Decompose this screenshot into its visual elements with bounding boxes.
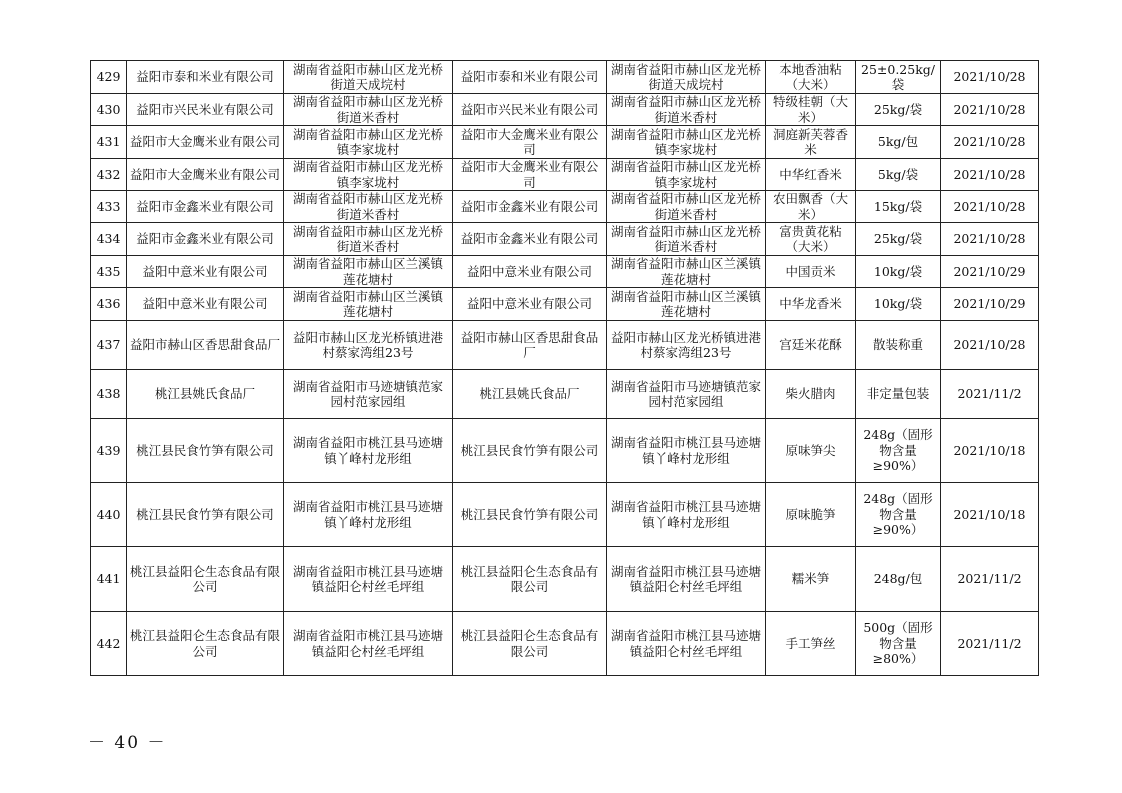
product-spec: 25±0.25kg/袋 [856, 61, 941, 94]
producer-name: 桃江县民食竹笋有限公司 [127, 483, 284, 547]
production-date: 2021/10/29 [941, 288, 1039, 321]
seller-name: 桃江县民食竹笋有限公司 [453, 419, 607, 483]
seller-address: 湖南省益阳市赫山区龙光桥街道米香村 [607, 94, 766, 126]
row-number: 435 [91, 256, 127, 288]
product-name: 柴火腊肉 [766, 370, 856, 419]
product-spec: 10kg/袋 [856, 256, 941, 288]
table-row [91, 256, 1039, 288]
row-number: 434 [91, 223, 127, 256]
product-name: 原味笋尖 [766, 419, 856, 483]
row-number: 439 [91, 419, 127, 483]
seller-name: 桃江县益阳仑生态食品有限公司 [453, 547, 607, 612]
seller-name: 益阳中意米业有限公司 [453, 288, 607, 321]
seller-name: 桃江县姚氏食品厂 [453, 370, 607, 419]
producer-address: 湖南省益阳市赫山区兰溪镇莲花塘村 [284, 288, 453, 321]
producer-name: 桃江县姚氏食品厂 [127, 370, 284, 419]
producer-address: 湖南省益阳市赫山区兰溪镇莲花塘村 [284, 256, 453, 288]
row-number: 431 [91, 126, 127, 159]
producer-name: 桃江县益阳仑生态食品有限公司 [127, 612, 284, 676]
producer-name: 桃江县益阳仑生态食品有限公司 [127, 547, 284, 612]
production-date: 2021/11/2 [941, 370, 1039, 419]
production-date: 2021/10/28 [941, 321, 1039, 370]
row-number: 429 [91, 61, 127, 94]
seller-name: 益阳市金鑫米业有限公司 [453, 191, 607, 223]
table-row [91, 223, 1039, 256]
row-number: 440 [91, 483, 127, 547]
product-spec: 非定量包装 [856, 370, 941, 419]
row-number: 442 [91, 612, 127, 676]
product-spec: 500g（固形物含量≥80%） [856, 612, 941, 676]
production-date: 2021/10/28 [941, 159, 1039, 191]
seller-address: 湖南省益阳市赫山区兰溪镇莲花塘村 [607, 288, 766, 321]
table-row [91, 547, 1039, 612]
table-row [91, 612, 1039, 676]
table-row [91, 321, 1039, 370]
producer-name: 益阳市金鑫米业有限公司 [127, 191, 284, 223]
row-number: 441 [91, 547, 127, 612]
seller-name: 益阳市赫山区香思甜食品厂 [453, 321, 607, 370]
table-row [91, 288, 1039, 321]
seller-name: 桃江县益阳仑生态食品有限公司 [453, 612, 607, 676]
table-row [91, 126, 1039, 159]
product-name: 中华龙香米 [766, 288, 856, 321]
producer-name: 益阳市赫山区香思甜食品厂 [127, 321, 284, 370]
product-table [90, 60, 1039, 676]
seller-address: 湖南省益阳市赫山区龙光桥街道米香村 [607, 191, 766, 223]
row-number: 438 [91, 370, 127, 419]
producer-address: 益阳市赫山区龙光桥镇进港村蔡家湾组23号 [284, 321, 453, 370]
product-spec: 散装称重 [856, 321, 941, 370]
producer-address: 湖南省益阳市桃江县马迹塘镇丫峰村龙形组 [284, 419, 453, 483]
producer-address: 湖南省益阳市赫山区龙光桥镇李家垅村 [284, 159, 453, 191]
seller-address: 湖南省益阳市赫山区龙光桥镇李家垅村 [607, 126, 766, 159]
seller-address: 湖南省益阳市赫山区龙光桥街道米香村 [607, 223, 766, 256]
producer-address: 湖南省益阳市赫山区龙光桥镇李家垅村 [284, 126, 453, 159]
production-date: 2021/10/28 [941, 191, 1039, 223]
product-name: 富贵黄花粘（大米） [766, 223, 856, 256]
seller-address: 湖南省益阳市桃江县马迹塘镇丫峰村龙形组 [607, 483, 766, 547]
table-body [91, 61, 1039, 676]
producer-address: 湖南省益阳市马迹塘镇范家园村范家园组 [284, 370, 453, 419]
producer-name: 益阳市兴民米业有限公司 [127, 94, 284, 126]
seller-address: 湖南省益阳市赫山区兰溪镇莲花塘村 [607, 256, 766, 288]
seller-name: 益阳市泰和米业有限公司 [453, 61, 607, 94]
table-row [91, 94, 1039, 126]
seller-address: 湖南省益阳市桃江县马迹塘镇益阳仑村丝毛坪组 [607, 612, 766, 676]
seller-name: 益阳市兴民米业有限公司 [453, 94, 607, 126]
producer-name: 益阳中意米业有限公司 [127, 256, 284, 288]
production-date: 2021/11/2 [941, 612, 1039, 676]
product-name: 特级桂朝（大米） [766, 94, 856, 126]
seller-address: 湖南省益阳市赫山区龙光桥镇李家垅村 [607, 159, 766, 191]
product-name: 手工笋丝 [766, 612, 856, 676]
row-number: 432 [91, 159, 127, 191]
product-name: 糯米笋 [766, 547, 856, 612]
seller-name: 益阳中意米业有限公司 [453, 256, 607, 288]
table-row [91, 191, 1039, 223]
production-date: 2021/10/18 [941, 483, 1039, 547]
product-name: 宫廷米花酥 [766, 321, 856, 370]
production-date: 2021/10/28 [941, 126, 1039, 159]
row-number: 436 [91, 288, 127, 321]
product-name: 原味脆笋 [766, 483, 856, 547]
production-date: 2021/10/18 [941, 419, 1039, 483]
seller-address: 湖南省益阳市马迹塘镇范家园村范家园组 [607, 370, 766, 419]
product-name: 中华红香米 [766, 159, 856, 191]
producer-name: 益阳市金鑫米业有限公司 [127, 223, 284, 256]
producer-name: 桃江县民食竹笋有限公司 [127, 419, 284, 483]
seller-address: 湖南省益阳市桃江县马迹塘镇丫峰村龙形组 [607, 419, 766, 483]
producer-address: 湖南省益阳市赫山区龙光桥街道天成垸村 [284, 61, 453, 94]
product-name: 洞庭新芙蓉香米 [766, 126, 856, 159]
seller-name: 益阳市大金鹰米业有限公司 [453, 159, 607, 191]
seller-address: 益阳市赫山区龙光桥镇进港村蔡家湾组23号 [607, 321, 766, 370]
seller-address: 湖南省益阳市桃江县马迹塘镇益阳仑村丝毛坪组 [607, 547, 766, 612]
production-date: 2021/10/28 [941, 223, 1039, 256]
seller-name: 益阳市大金鹰米业有限公司 [453, 126, 607, 159]
production-date: 2021/10/28 [941, 61, 1039, 94]
page-number: － 40 － [88, 733, 167, 753]
table-row [91, 419, 1039, 483]
producer-address: 湖南省益阳市赫山区龙光桥街道米香村 [284, 191, 453, 223]
table-row [91, 483, 1039, 547]
producer-address: 湖南省益阳市赫山区龙光桥街道米香村 [284, 94, 453, 126]
producer-name: 益阳市大金鹰米业有限公司 [127, 126, 284, 159]
seller-name: 桃江县民食竹笋有限公司 [453, 483, 607, 547]
seller-name: 益阳市金鑫米业有限公司 [453, 223, 607, 256]
production-date: 2021/11/2 [941, 547, 1039, 612]
producer-name: 益阳中意米业有限公司 [127, 288, 284, 321]
producer-name: 益阳市泰和米业有限公司 [127, 61, 284, 94]
row-number: 433 [91, 191, 127, 223]
producer-address: 湖南省益阳市赫山区龙光桥街道米香村 [284, 223, 453, 256]
production-date: 2021/10/28 [941, 94, 1039, 126]
product-name: 农田飘香（大米） [766, 191, 856, 223]
producer-address: 湖南省益阳市桃江县马迹塘镇益阳仑村丝毛坪组 [284, 612, 453, 676]
product-spec: 5kg/包 [856, 126, 941, 159]
seller-address: 湖南省益阳市赫山区龙光桥街道天成垸村 [607, 61, 766, 94]
product-spec: 5kg/袋 [856, 159, 941, 191]
product-spec: 10kg/袋 [856, 288, 941, 321]
product-spec: 25kg/袋 [856, 223, 941, 256]
product-spec: 15kg/袋 [856, 191, 941, 223]
producer-name: 益阳市大金鹰米业有限公司 [127, 159, 284, 191]
table-row [91, 61, 1039, 94]
product-spec: 248g（固形物含量≥90%） [856, 483, 941, 547]
producer-address: 湖南省益阳市桃江县马迹塘镇丫峰村龙形组 [284, 483, 453, 547]
table-row [91, 159, 1039, 191]
product-name: 本地香油粘（大米） [766, 61, 856, 94]
row-number: 437 [91, 321, 127, 370]
product-spec: 248g/包 [856, 547, 941, 612]
table-row [91, 370, 1039, 419]
row-number: 430 [91, 94, 127, 126]
production-date: 2021/10/29 [941, 256, 1039, 288]
product-spec: 248g（固形物含量≥90%） [856, 419, 941, 483]
product-name: 中国贡米 [766, 256, 856, 288]
product-spec: 25kg/袋 [856, 94, 941, 126]
producer-address: 湖南省益阳市桃江县马迹塘镇益阳仑村丝毛坪组 [284, 547, 453, 612]
